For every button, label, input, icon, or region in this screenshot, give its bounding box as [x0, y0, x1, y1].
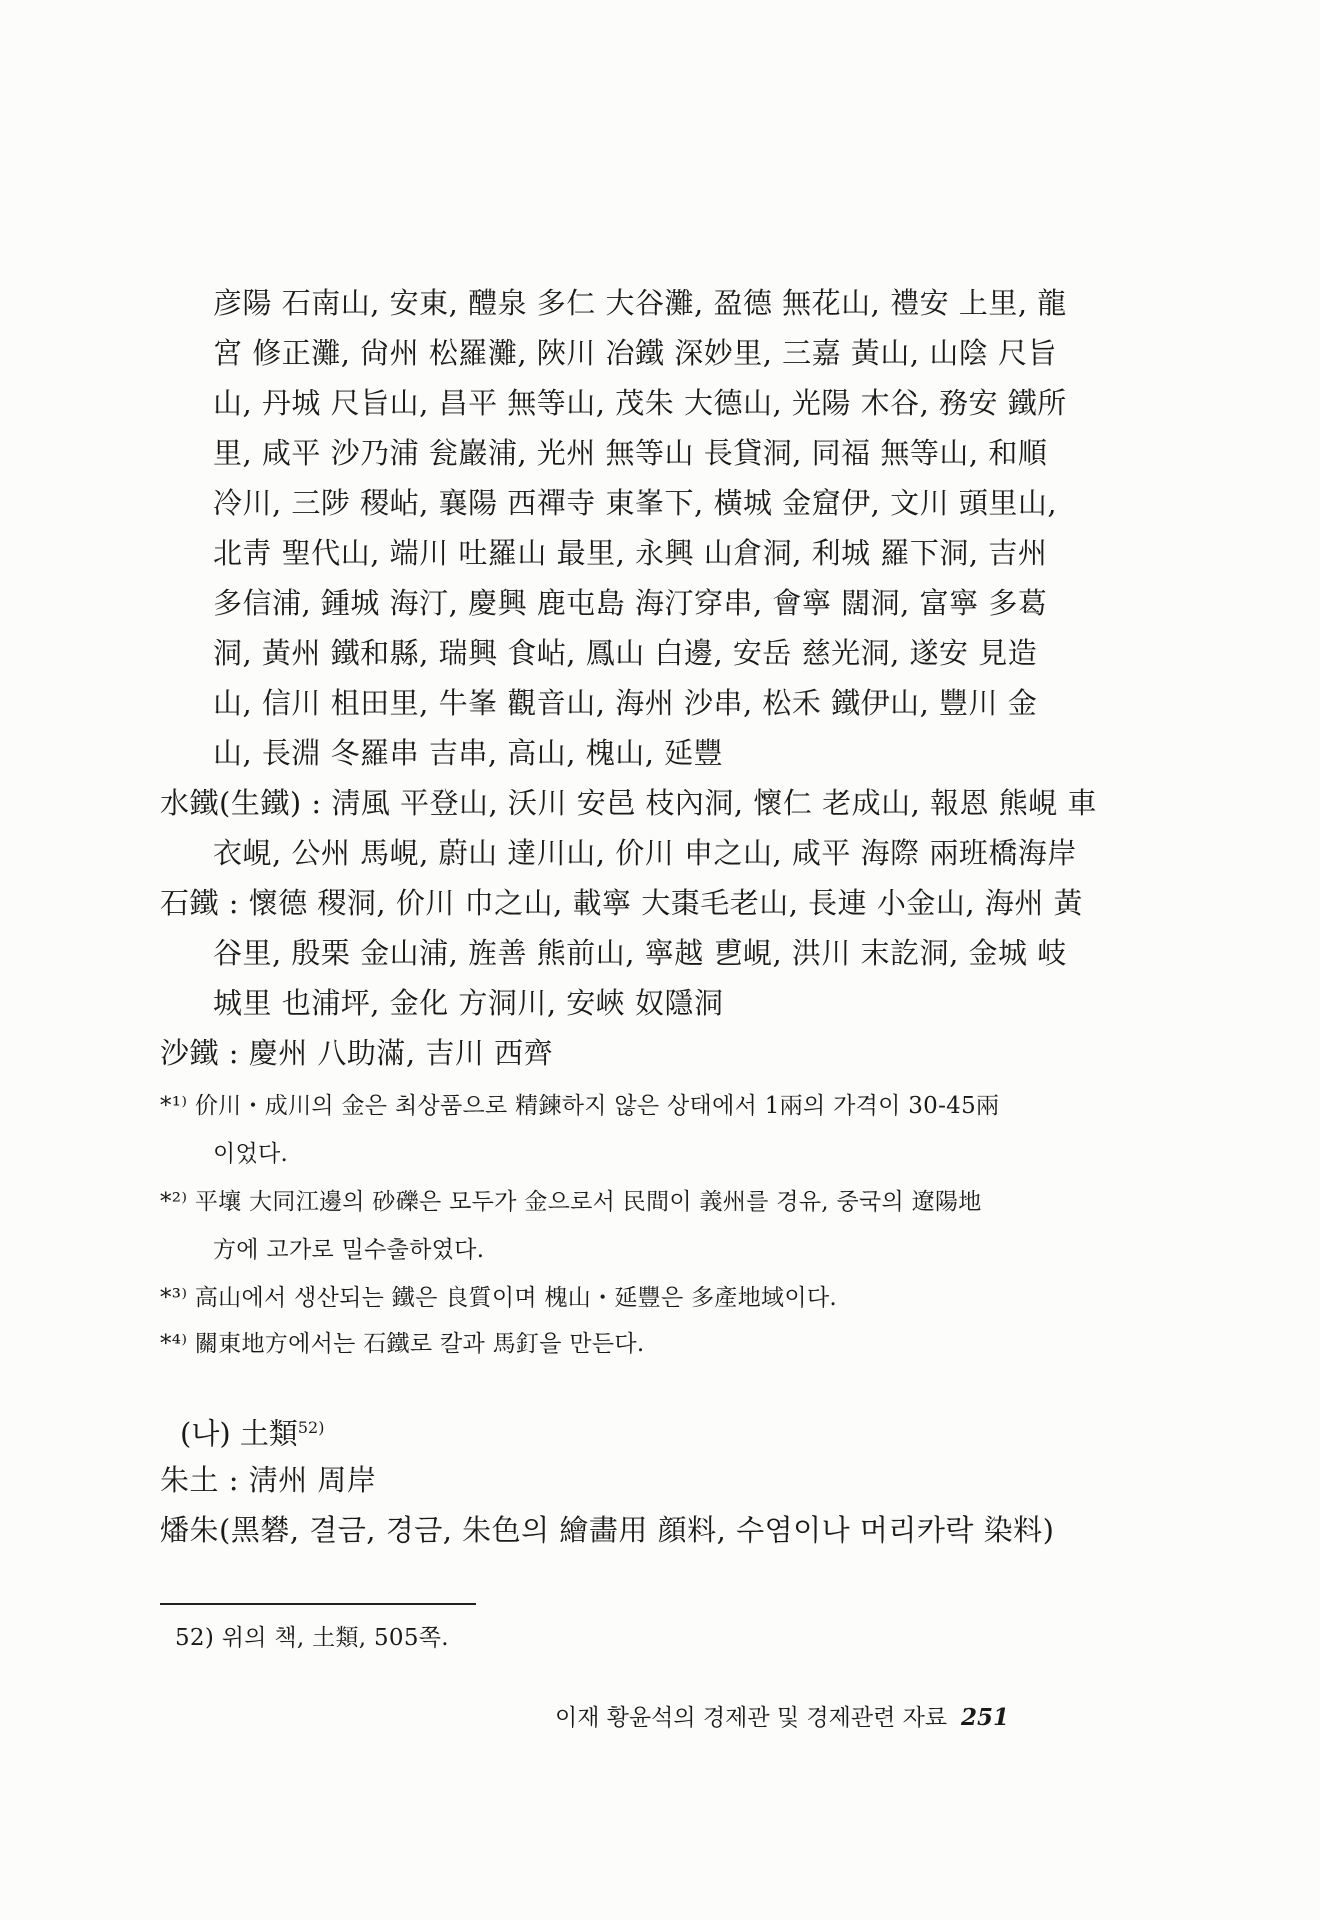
body-line: 北靑 聖代山, 端川 吐羅山 最里, 永興 山倉洞, 利城 羅下洞, 吉州	[213, 536, 1048, 570]
body-line: 宮 修正灘, 尙州 松羅灘, 陜川 冶鐵 深妙里, 三嘉 黃山, 山陰 尺旨	[213, 336, 1058, 370]
body-line: 山, 信川 柤田里, 牛峯 觀音山, 海州 沙串, 松禾 鐵伊山, 豐川 金	[213, 686, 1038, 720]
body-line: 里, 咸平 沙乃浦 瓮巖浦, 光州 無等山 長貸洞, 同福 無等山, 和順	[213, 436, 1048, 470]
body-line: 衣峴, 公州 馬峴, 蔚山 達川山, 价川 申之山, 咸平 海際 兩班橋海岸	[213, 836, 1077, 870]
note-line: *²⁾ 平壤 大同江邊의 砂礫은 모두가 金으로서 民間이 義州를 경유, 중국의 遼陽地	[160, 1189, 982, 1215]
note-line: 이었다.	[213, 1141, 289, 1167]
body-line: 谷里, 殷栗 金山浦, 旌善 熊前山, 寧越 乶峴, 洪川 末訖洞, 金城 岐	[213, 936, 1067, 970]
footnote-rule	[160, 1603, 476, 1605]
section-line: 燔朱(黑礬, 결금, 경금, 朱色의 繪畵用 顔料, 수염이나 머리카락 染料)	[160, 1513, 1055, 1547]
body-line: 冷川, 三陟 稷岾, 襄陽 西禪寺 東峯下, 橫城 金窟伊, 文川 頭里山,	[213, 486, 1058, 520]
note-line: *³⁾ 高山에서 생산되는 鐵은 良質이며 槐山・延豐은 多產地域이다.	[160, 1285, 837, 1311]
body-line: 山, 長淵 冬羅串 吉串, 高山, 槐山, 延豐	[213, 736, 724, 770]
footnote-ref: 52)	[297, 1418, 325, 1437]
note-line: 方에 고가로 밀수출하였다.	[213, 1237, 485, 1263]
running-footer	[555, 1702, 1009, 1734]
section-line: 朱土 : 淸州 周岸	[160, 1463, 377, 1497]
note-line: *¹⁾ 价川・成川의 金은 최상품으로 精鍊하지 않은 상태에서 1兩의 가격이 30-45兩	[160, 1093, 1000, 1119]
body-line: 石鐵 : 懷德 稷洞, 价川 巾之山, 載寧 大棗毛老山, 長連 小金山, 海州 黃	[160, 886, 1084, 920]
body-line: 城里 也浦坪, 金化 方洞川, 安峽 奴隱洞	[213, 986, 724, 1020]
page-number: 251	[961, 1704, 1010, 1731]
section-heading-text: (나) 土類	[180, 1416, 298, 1451]
body-line: 沙鐵 : 慶州 八助滿, 吉川 西齊	[160, 1036, 554, 1070]
section-heading	[180, 1408, 324, 1454]
note-line: *⁴⁾ 關東地方에서는 石鐵로 칼과 馬釘을 만든다.	[160, 1331, 645, 1357]
footnote: 52) 위의 책, 土類, 505쪽.	[175, 1625, 449, 1651]
running-title: 이재 황윤석의 경제관 및 경제관련 자료	[555, 1705, 948, 1731]
body-line: 山, 丹城 尺旨山, 昌平 無等山, 茂朱 大德山, 光陽 木谷, 務安 鐵所	[213, 386, 1067, 420]
body-line: 彦陽 石南山, 安東, 醴泉 多仁 大谷灘, 盈德 無花山, 禮安 上里, 龍	[213, 286, 1067, 320]
body-line: 水鐵(生鐵) : 淸風 平登山, 沃川 安邑 枝內洞, 懷仁 老成山, 報恩 熊峴 車	[160, 786, 1097, 820]
body-line: 多信浦, 鍾城 海汀, 慶興 鹿屯島 海汀穿串, 會寧 闊洞, 富寧 多葛	[213, 586, 1048, 620]
body-line: 洞, 黃州 鐵和縣, 瑞興 食岾, 鳳山 白邊, 安岳 慈光洞, 遂安 見造	[213, 636, 1038, 670]
